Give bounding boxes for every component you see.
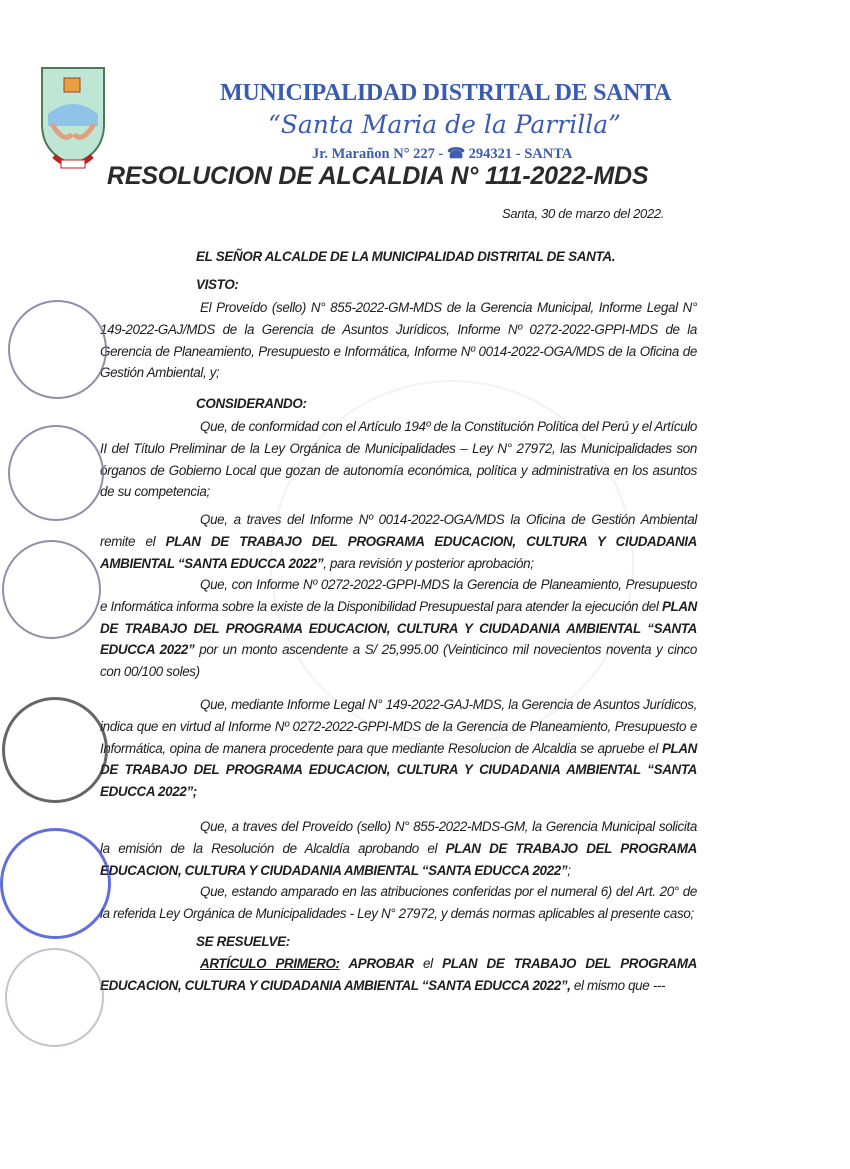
considerando-paragraph (100, 509, 697, 574)
text-segment: , para revisión y posterior aprobación; (323, 555, 534, 571)
institution-address: Jr. Marañon N° 227 - ☎ 294321 - SANTA (312, 146, 573, 162)
bold-text-segment: PLAN DE TRABAJO DEL PROGRAMA EDUCACION, CULTURA Y CIUDADANIA AMBIENTAL “SANTA EDUCCA 2022” (100, 840, 698, 878)
bold-text-segment: PLAN DE TRABAJO DEL PROGRAMA EDUCACION, CULTURA Y CIUDADANIA AMBIENTAL “SANTA EDUCCA 2022” (100, 533, 697, 571)
text-segment: ; (567, 862, 571, 878)
article-primero (100, 953, 697, 997)
considerando-heading: CONSIDERANDO: (196, 396, 307, 411)
text-segment: el (413, 956, 443, 971)
bold-text-segment: ARTÍCULO PRIMERO: (200, 956, 340, 971)
text-segment: Que, de conformidad con el Artículo 194º de la Constitución Política del Perú y el Artículo II del Título Preliminar de la Ley Orgánica de Municipalidades – Ley N° 27972, las Municipalidades son órganos de Gobierno Local que gozan de autonomía económica, política y administrativa en los asuntos de su competencia; (100, 419, 697, 500)
stamp-gestion-ambiental (0, 828, 111, 939)
bold-text-segment: PLAN DE TRABAJO DEL PROGRAMA EDUCACION, CULTURA Y CIUDADANIA AMBIENTAL “SANTA EDUCCA 2022”; (100, 740, 697, 800)
text-segment: Que, a traves del Informe Nº 0014-2022-OGA/MDS la Oficina de Gestión Ambiental remite el (100, 512, 697, 549)
stamp-secretaria-general (2, 540, 101, 639)
considerando-paragraph (100, 694, 697, 803)
addressee: EL SEÑOR ALCALDE DE LA MUNICIPALIDAD DISTRITAL DE SANTA. (196, 249, 616, 264)
considerando-paragraph (100, 416, 697, 503)
institution-name: MUNICIPALIDAD DISTRITAL DE SANTA (220, 80, 672, 106)
text-segment: El Proveído (sello) N° 855-2022-GM-MDS de la Gerencia Municipal, Informe Legal N° 149-2022-GAJ/MDS de la Gerencia de Asuntos Jurídicos, Informe Nº 0272-2022-GPPI-MDS de la Gerencia de Planeamiento, Presupuesto e Informática, Informe Nº 0014-2022-OGA/MDS de la Oficina de Gestión Ambiental, y; (100, 300, 697, 381)
considerando-paragraph (100, 816, 697, 881)
bold-text-segment: APROBAR (339, 956, 414, 971)
municipal-coat-of-arms-logo (34, 64, 112, 174)
text-segment: Que, mediante Informe Legal N° 149-2022-GAJ-MDS, la Gerencia de Asuntos Jurídicos, indica que en virtud al Informe Nº 0272-2022-GPPI-MDS de la Gerencia de Planeamiento, Presupuesto e Informática, opina de manera procedente para que mediante Resolucion de Alcaldia se apruebe el (100, 697, 697, 756)
text-segment: Que, a traves del Proveído (sello) N° 855-2022-MDS-GM, la Gerencia Municipal solicita la emisión de la Resolución de Alcaldía aprobando el (100, 819, 697, 856)
stamp-gerencia-municipal (8, 425, 104, 521)
stamp-alcaldia (8, 300, 107, 399)
considerando-paragraph (100, 574, 697, 683)
text-segment: el mismo que --- (570, 977, 666, 993)
resolution-date: Santa, 30 de marzo del 2022. (502, 206, 665, 221)
text-segment: Que, con Informe Nº 0272-2022-GPPI-MDS la Gerencia de Planeamiento, Presupuesto e Informática informa sobre la existe de la Disponibilidad Presupuestal para atender la ejecución del (100, 577, 697, 614)
stamp-planeamiento (2, 697, 108, 803)
resolution-title: RESOLUCION DE ALCALDIA N° 111-2022-MDS (107, 162, 649, 190)
considerando-paragraph (100, 881, 697, 925)
se-resuelve-heading: SE RESUELVE: (196, 934, 290, 949)
visto-heading: VISTO: (196, 277, 239, 292)
bold-text-segment: PLAN DE TRABAJO DEL PROGRAMA EDUCACION, CULTURA Y CIUDADANIA AMBIENTAL “SANTA EDUCCA 2022” (100, 598, 697, 658)
institution-motto: “Santa Maria de la Parrilla” (268, 110, 621, 139)
text-segment: Que, estando amparado en las atribuciones conferidas por el numeral 6) del Art. 20° de la referida Ley Orgánica de Municipalidades - Ley N° 27972, y demás normas aplicables al presente caso; (100, 884, 697, 921)
text-segment: por un monto ascendente a S/ 25,995.00 (Veinticinco mil novecientos noventa y cinco con 00/100 soles) (100, 642, 697, 680)
stamp-asuntos-juridicos (5, 948, 104, 1047)
visto-paragraph (100, 297, 697, 384)
bold-text-segment: PLAN DE TRABAJO DEL PROGRAMA EDUCACION, CULTURA Y CIUDADANIA AMBIENTAL “SANTA EDUCCA 2022”, (100, 956, 697, 993)
